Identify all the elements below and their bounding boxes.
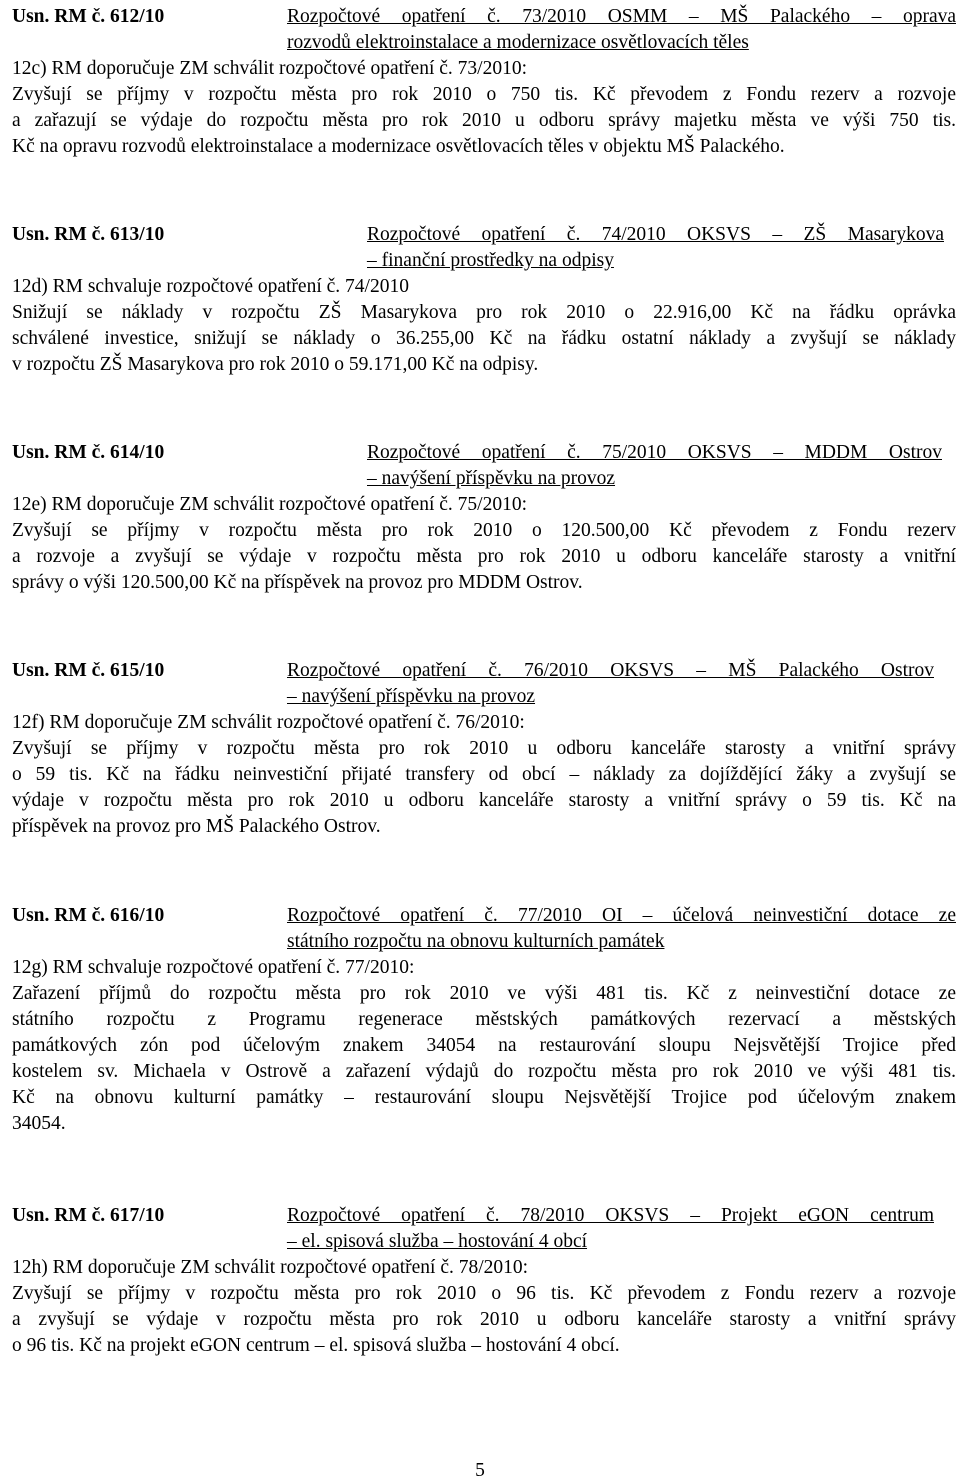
resolution-615 (12, 658, 956, 840)
resolution-header (12, 440, 956, 492)
body-line: a zvyšují se výdaje v rozpočtu města pro rok 2010 u odboru kanceláře starosty a vnitřní správy (12, 1309, 956, 1330)
title-line: Rozpočtové opatření č. 75/2010 OKSVS – MDDM Ostrov (367, 442, 942, 463)
resolution-header (12, 222, 956, 274)
resolution-title (287, 1203, 934, 1255)
title-line: Rozpočtové opatření č. 78/2010 OKSVS – Projekt eGON centrum (287, 1205, 934, 1226)
title-line: – navýšení příspěvku na provoz (287, 686, 536, 707)
resolution-number: Usn. RM č. 615/10 (12, 660, 165, 681)
body-line: 34054. (12, 1113, 66, 1134)
body-line: a zařazují se výdaje do rozpočtu města pro rok 2010 u odboru správy majetku města ve výši 750 tis. (12, 110, 956, 131)
body-line: Zvyšují se příjmy v rozpočtu města pro rok 2010 o 750 tis. Kč převodem z Fondu rezerv a rozvoje (12, 84, 956, 105)
resolution-header (12, 903, 956, 955)
resolution-statement: 12h) RM doporučuje ZM schválit rozpočtové opatření č. 78/2010: (12, 1257, 529, 1278)
title-line: Rozpočtové opatření č. 73/2010 OSMM – MŠ Palackého – oprava (287, 6, 956, 27)
body-line: příspěvek na provoz pro MŠ Palackého Ostrov. (12, 816, 381, 837)
page-number: 5 (475, 1460, 485, 1481)
body-line: výdaje v rozpočtu města pro rok 2010 u odboru kanceláře starosty a vnitřní správy o 59 tis. Kč na (12, 790, 956, 811)
title-line: státního rozpočtu na obnovu kulturních památek (287, 931, 665, 952)
body-line: státního rozpočtu z Programu regenerace městských památkových rezervací a městských (12, 1009, 956, 1030)
body-line: Snižují se náklady v rozpočtu ZŠ Masarykova pro rok 2010 o 22.916,00 Kč na řádku oprávka (12, 302, 956, 323)
body-line: Zařazení příjmů do rozpočtu města pro rok 2010 ve výši 481 tis. Kč z neinvestiční dotace ze (12, 983, 956, 1004)
body-line: správy o výši 120.500,00 Kč na příspěvek na provoz pro MDDM Ostrov. (12, 572, 583, 593)
resolution-614 (12, 440, 956, 596)
resolution-number: Usn. RM č. 613/10 (12, 224, 165, 245)
resolution-statement: 12d) RM schvaluje rozpočtové opatření č. 74/2010 (12, 276, 409, 297)
resolution-number: Usn. RM č. 614/10 (12, 442, 165, 463)
resolution-title (287, 658, 934, 710)
title-line: rozvodů elektroinstalace a modernizace osvětlovacích těles (287, 32, 749, 53)
title-line: – finanční prostředky na odpisy (367, 250, 614, 271)
resolution-header (12, 1203, 956, 1255)
resolution-number: Usn. RM č. 617/10 (12, 1205, 165, 1226)
body-line: Zvyšují se příjmy v rozpočtu města pro rok 2010 o 120.500,00 Kč převodem z Fondu rezerv (12, 520, 956, 541)
body-line: a rozvoje a zvyšují se výdaje v rozpočtu města pro rok 2010 u odboru kanceláře starosty a vnitřní (12, 546, 956, 567)
resolution-statement: 12g) RM schvaluje rozpočtové opatření č. 77/2010: (12, 957, 415, 978)
body-line: o 96 tis. Kč na projekt eGON centrum – el. spisová služba – hostování 4 obcí. (12, 1335, 620, 1356)
body-line: v rozpočtu ZŠ Masarykova pro rok 2010 o 59.171,00 Kč na odpisy. (12, 354, 539, 375)
resolution-number: Usn. RM č. 616/10 (12, 905, 165, 926)
resolution-title (367, 440, 942, 492)
body-line: Zvyšují se příjmy v rozpočtu města pro rok 2010 u odboru kanceláře starosty a vnitřní správy (12, 738, 956, 759)
title-line: – el. spisová služba – hostování 4 obcí (287, 1231, 588, 1252)
body-line: památkových zón pod účelovým znakem 34054 na restaurování sloupu Nejsvětější Trojice před (12, 1035, 956, 1056)
title-line: Rozpočtové opatření č. 76/2010 OKSVS – MŠ Palackého Ostrov (287, 660, 934, 681)
resolution-header (12, 658, 956, 710)
resolution-title (367, 222, 944, 274)
body-line: o 59 tis. Kč na řádku neinvestiční přijaté transfery od obcí – náklady za dojíždějící žáky a zvyšují se (12, 764, 956, 785)
resolution-612 (12, 4, 956, 160)
resolution-613 (12, 222, 956, 378)
resolution-number: Usn. RM č. 612/10 (12, 6, 165, 27)
body-line: kostelem sv. Michaela v Ostrově a zařazení výdajů do rozpočtu města pro rok 2010 ve výši 481 tis. (12, 1061, 956, 1082)
title-line: – navýšení příspěvku na provoz (367, 468, 616, 489)
resolution-statement: 12c) RM doporučuje ZM schválit rozpočtové opatření č. 73/2010: (12, 58, 527, 79)
body-line: Kč na obnovu kulturní památky – restaurování sloupu Nejsvětější Trojice pod účelovým znakem (12, 1087, 956, 1108)
body-line: Kč na opravu rozvodů elektroinstalace a modernizace osvětlovacích těles v objektu MŠ Palackého. (12, 136, 785, 157)
title-line: Rozpočtové opatření č. 77/2010 OI – účelová neinvestiční dotace ze (287, 905, 956, 926)
resolution-statement: 12f) RM doporučuje ZM schválit rozpočtové opatření č. 76/2010: (12, 712, 525, 733)
resolution-617 (12, 1203, 956, 1359)
body-line: Zvyšují se příjmy v rozpočtu města pro rok 2010 o 96 tis. Kč převodem z Fondu rezerv a rozvoje (12, 1283, 956, 1304)
body-line: schválené investice, snižují se náklady o 36.255,00 Kč na řádku ostatní náklady a zvyšují se náklady (12, 328, 956, 349)
resolution-title (287, 4, 956, 56)
resolution-header (12, 4, 956, 56)
title-line: Rozpočtové opatření č. 74/2010 OKSVS – ZŠ Masarykova (367, 224, 944, 245)
resolution-statement: 12e) RM doporučuje ZM schválit rozpočtové opatření č. 75/2010: (12, 494, 527, 515)
resolution-title (287, 903, 956, 955)
resolution-616 (12, 903, 956, 1137)
